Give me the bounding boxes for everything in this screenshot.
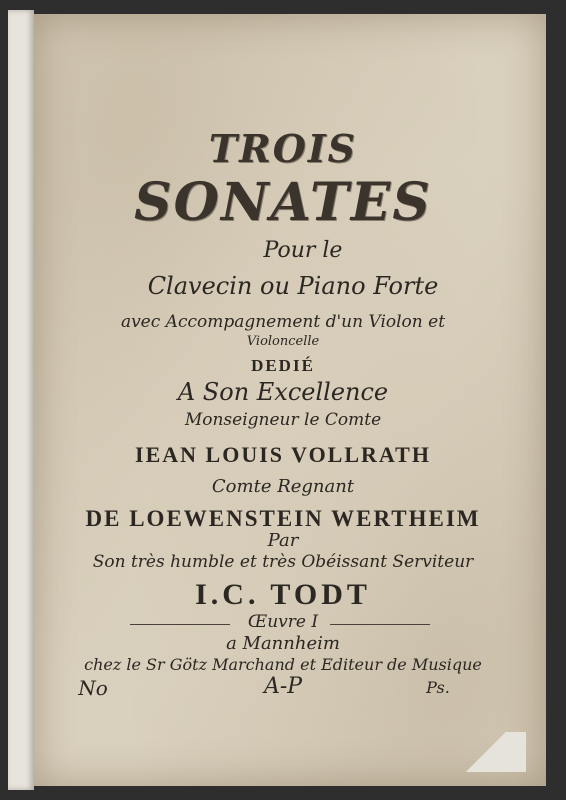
house-name: DE LOEWENSTEIN WERTHEIM — [85, 506, 481, 531]
composer-name: I.C. TODT — [195, 578, 371, 611]
torn-corner — [446, 732, 526, 772]
price-mark: A-P — [263, 674, 303, 699]
accompaniment-line-2: Violoncelle — [246, 334, 320, 349]
comte-regnant: Comte Regnant — [211, 476, 355, 497]
title-line-1: TROIS — [208, 126, 358, 171]
publisher: chez le Sr Götz Marchand et Editeur de Musique — [84, 655, 482, 674]
servant-line: Son très humble et très Obéissant Serviteur — [92, 552, 474, 572]
place: a Mannheim — [226, 633, 340, 654]
instrument-line: Clavecin ou Piano Forte — [147, 272, 439, 300]
price-suffix: Ps. — [426, 678, 450, 697]
title-line-2: SONATES — [134, 172, 432, 233]
dedie: DEDIÉ — [251, 356, 315, 375]
accompaniment-line-1: avec Accompagnement d'un Violon et — [120, 312, 446, 332]
par: Par — [267, 530, 299, 551]
number-label: No — [78, 676, 108, 700]
excellence: A Son Excellence — [177, 378, 389, 406]
pour-le: Pour le — [263, 238, 343, 263]
monseigneur: Monseigneur le Comte — [184, 410, 382, 430]
dedicatee-name: IEAN LOUIS VOLLRATH — [135, 442, 431, 467]
opus: Œuvre I — [247, 612, 319, 632]
